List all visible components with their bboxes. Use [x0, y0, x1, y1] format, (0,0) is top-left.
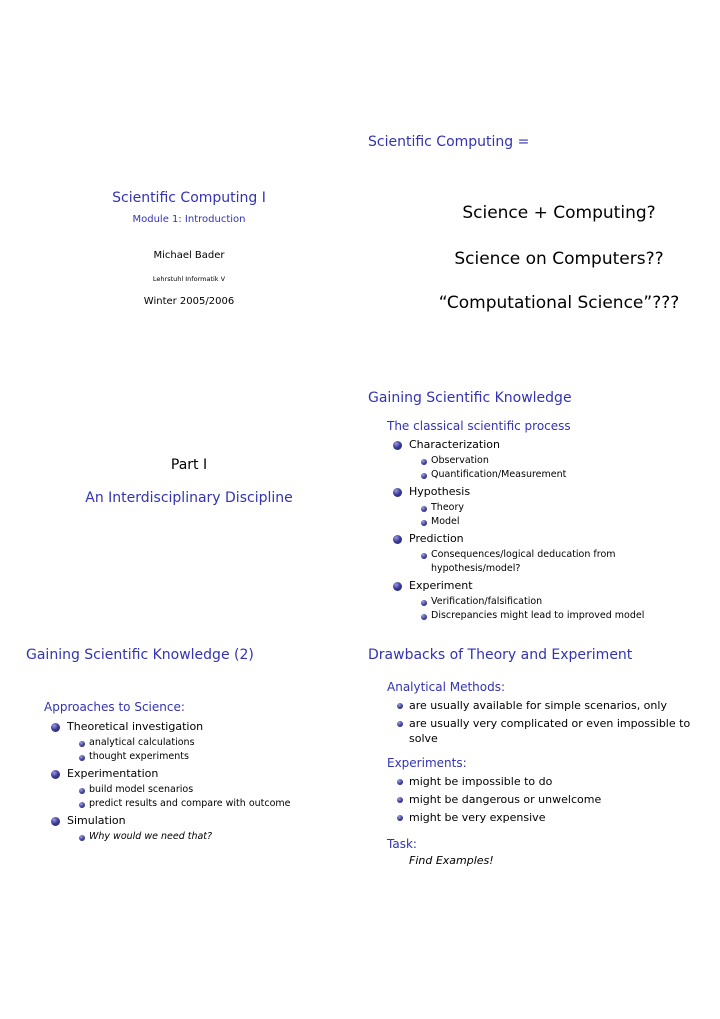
list-item: might be impossible to do: [409, 775, 553, 788]
list-item: Hypothesis: [409, 485, 471, 498]
bullet-icon: [393, 488, 402, 497]
sub-item: Consequences/logical deducation from: [431, 549, 616, 560]
slide-title-institute: Lehrstuhl Informatik V: [152, 275, 226, 283]
sub-bullet-icon: [421, 459, 427, 465]
slide5-title: Gaining Scientific Knowledge (2): [26, 647, 254, 663]
sub-item: Verification/falsification: [431, 596, 543, 607]
bullet-icon: [397, 721, 403, 727]
bullet-icon: [51, 817, 60, 826]
sub-item: predict results and compare with outcome: [89, 798, 291, 809]
sub-item: Why would we need that?: [89, 831, 213, 842]
sub-bullet-icon: [421, 600, 427, 606]
bullet-icon: [393, 535, 402, 544]
bullet-icon: [393, 441, 402, 450]
sub-bullet-icon: [421, 506, 427, 512]
slide-drawbacks: [360, 640, 702, 885]
sub-bullet-icon: [79, 802, 85, 808]
bullet-icon: [397, 815, 403, 821]
slide6-section-analytical: Analytical Methods:: [387, 680, 506, 694]
list-item: Experiment: [409, 579, 473, 592]
sub-bullet-icon: [421, 520, 427, 526]
sub-bullet-icon: [79, 755, 85, 761]
slide-title-heading: Scientific Computing I: [112, 190, 266, 206]
sub-item: Model: [431, 516, 460, 527]
slide-scientific-computing: [360, 125, 702, 370]
sub-bullet-icon: [421, 473, 427, 479]
sub-item: thought experiments: [89, 751, 189, 762]
bullet-icon: [51, 770, 60, 779]
task-text: Find Examples!: [409, 854, 494, 867]
slide-gaining-knowledge-2: [18, 640, 360, 885]
sub-item: analytical calculations: [89, 737, 195, 748]
list-item: Theoretical investigation: [67, 720, 204, 733]
slide2-line2: Science on Computers??: [454, 249, 664, 269]
slide6-section-task: Task:: [387, 837, 417, 851]
list-item: Characterization: [409, 438, 500, 451]
list-item: Simulation: [67, 814, 126, 827]
slide-title-date: Winter 2005/2006: [143, 296, 235, 307]
sub-item: Discrepancies might lead to improved model: [431, 610, 645, 621]
sub-bullet-icon: [79, 835, 85, 841]
slide4-section: The classical scientific process: [387, 419, 571, 433]
slide-part-one: [18, 384, 360, 629]
sub-item: build model scenarios: [89, 784, 194, 795]
sub-item: Theory: [431, 502, 465, 513]
list-item: are usually available for simple scenarios, only: [409, 699, 667, 712]
bullet-icon: [51, 723, 60, 732]
list-item: might be very expensive: [409, 811, 546, 824]
sub-bullet-icon: [421, 614, 427, 620]
slide6-title: Drawbacks of Theory and Experiment: [368, 647, 633, 663]
slide-gaining-knowledge: [360, 384, 702, 629]
sub-bullet-icon: [79, 741, 85, 747]
slide-title-subtitle: Module 1: Introduction: [132, 214, 246, 225]
slide4-title: Gaining Scientific Knowledge: [368, 390, 572, 406]
slide2-title: Scientific Computing =: [368, 134, 530, 150]
slide5-section: Approaches to Science:: [44, 700, 185, 714]
bullet-icon: [397, 779, 403, 785]
list-item: might be dangerous or unwelcome: [409, 793, 602, 806]
sub-item-continued: hypothesis/model?: [431, 563, 521, 574]
slide2-line3: “Computational Science”???: [438, 293, 680, 313]
list-item: are usually very complicated or even impossible to: [409, 717, 691, 730]
list-item: Prediction: [409, 532, 464, 545]
slide-title-author: Michael Bader: [153, 250, 225, 261]
slide2-line1: Science + Computing?: [462, 203, 656, 223]
sub-bullet-icon: [79, 788, 85, 794]
list-item-continued: solve: [409, 732, 438, 745]
bullet-icon: [393, 582, 402, 591]
part-title: An Interdisciplinary Discipline: [85, 490, 293, 506]
bullet-icon: [397, 797, 403, 803]
sub-item: Observation: [431, 455, 489, 466]
list-item: Experimentation: [67, 767, 159, 780]
sub-bullet-icon: [421, 553, 427, 559]
sub-item: Quantification/Measurement: [431, 469, 567, 480]
slide6-section-experiments: Experiments:: [387, 756, 467, 770]
bullet-icon: [397, 703, 403, 709]
part-label: Part I: [170, 457, 208, 473]
